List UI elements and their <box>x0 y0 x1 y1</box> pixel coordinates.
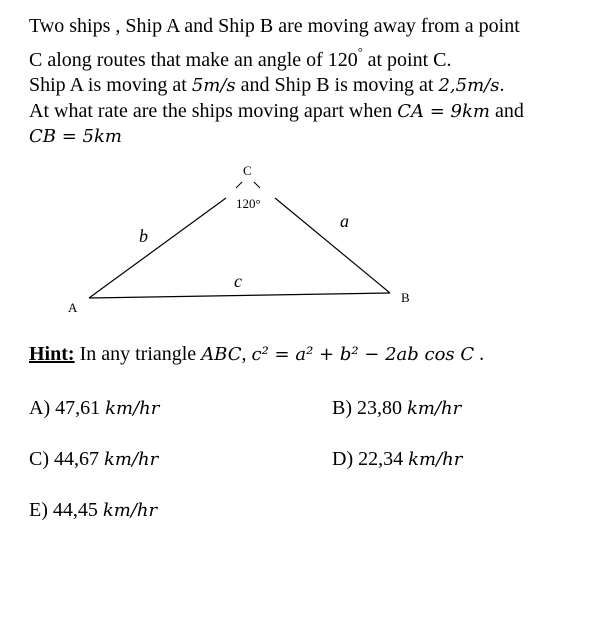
distance-cb: CB = 5km <box>29 126 122 147</box>
option-e[interactable]: E) 44,45 km/hr <box>29 499 158 521</box>
law-of-cosines-formula: c² = a² + b² − 2ab cos C <box>251 344 475 365</box>
problem-line-3: Ship A is moving at 5m/s and Ship B is moving at 2,5m/s. <box>29 74 505 96</box>
triangle-name: ABC <box>201 344 242 365</box>
vertex-c-label: C <box>243 163 252 178</box>
option-c[interactable]: C) 44,67 km/hr <box>29 448 159 470</box>
side-a-line <box>275 198 390 293</box>
distance-ca: CA = 9km <box>397 100 490 122</box>
side-c-label: c <box>234 271 242 291</box>
angle-tick-left <box>236 182 242 188</box>
speed-ship-a: 5m/s <box>191 75 236 96</box>
option-a[interactable]: A) 47,61 km/hr <box>29 397 160 419</box>
side-b-line <box>89 198 226 298</box>
degree-symbol: ° <box>357 44 363 59</box>
angle-label: 120° <box>236 196 261 211</box>
angle-tick-right <box>254 182 260 188</box>
side-b-label: b <box>139 226 148 246</box>
hint-line: Hint: In any triangle ABC, c² = a² + b² − 2ab cos C . <box>29 343 485 365</box>
vertex-a-label: A <box>68 300 78 315</box>
speed-ship-b: 2,5m/s <box>438 75 500 96</box>
hint-label: Hint: <box>29 343 75 365</box>
option-b[interactable]: B) 23,80 km/hr <box>332 397 462 419</box>
option-d[interactable]: D) 22,34 km/hr <box>332 448 463 470</box>
problem-line-1: Two ships , Ship A and Ship B are moving away from a point <box>29 15 520 37</box>
problem-line-4: At what rate are the ships moving apart when CA = 9km and <box>29 99 524 122</box>
vertex-b-label: B <box>401 290 410 305</box>
problem-line-2: C along routes that make an angle of 120° at point C. <box>29 44 452 71</box>
side-a-label: a <box>340 211 349 231</box>
side-c-line <box>89 293 390 298</box>
